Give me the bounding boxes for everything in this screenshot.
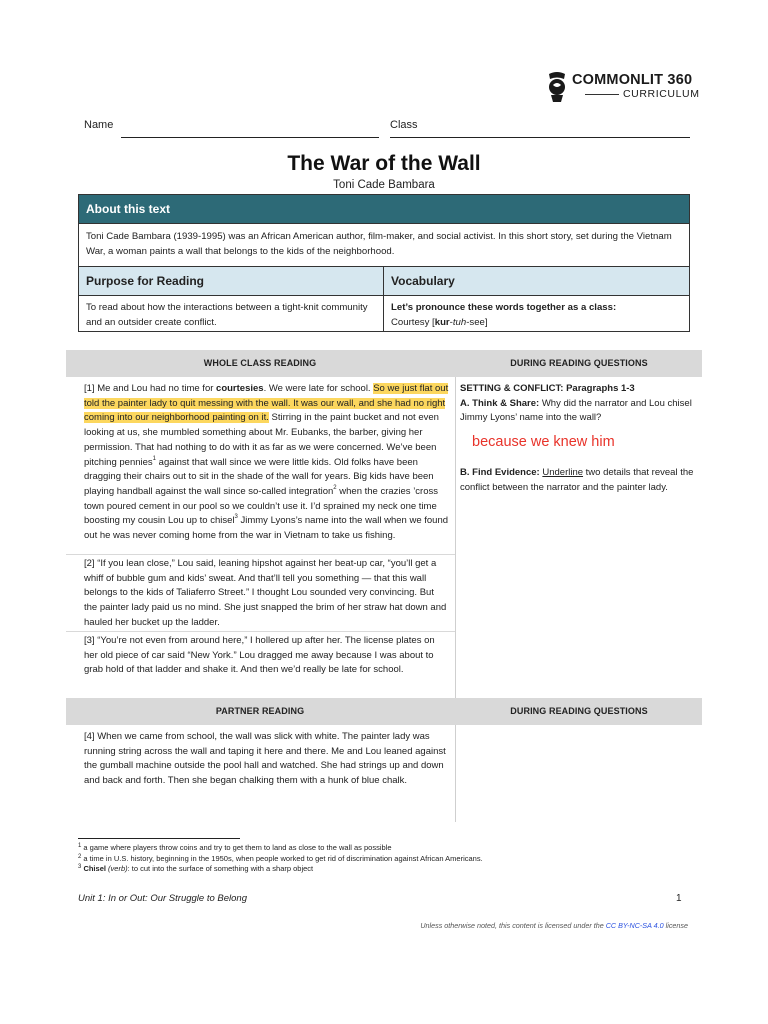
footnote-ref-3: 3 xyxy=(234,514,238,521)
p1-text-b: . We were late for school. xyxy=(263,383,374,394)
about-header: About this text xyxy=(79,195,689,224)
info-table xyxy=(78,194,690,332)
partner-reading-bar xyxy=(66,698,702,725)
p1-text-d: against that wall since we were little kids. Old folks have been dragging their chairs out to sit in the shade of the wall for years. Big kids have been playing handball against the wall since so-called integration xyxy=(84,456,434,497)
paragraph-separator xyxy=(66,554,455,555)
question-a-text: Why did the narrator and Lou chisel Jimmy Lyons’ name into the wall? xyxy=(460,397,692,424)
question-b-label: B. Find Evidence: xyxy=(460,467,540,478)
question-a-label: A. Think & Share: xyxy=(460,397,540,409)
about-body: Toni Cade Bambara (1939-1995) was an African American author, film-maker, and social activist. In this short story, set during the Vietnam War, a woman paints a wall that belongs to the kids of the neighborhood. xyxy=(79,224,689,267)
name-label: Name xyxy=(84,119,114,131)
during-reading-questions-header: DURING READING QUESTIONS xyxy=(510,358,648,368)
footnote-rule xyxy=(78,838,240,839)
footnote-ref-1: 1 xyxy=(152,455,157,462)
author-name: Toni Cade Bambara xyxy=(333,179,435,191)
footnote-2 xyxy=(78,854,698,865)
p1-text-a: [1] Me and Lou had no time for xyxy=(84,383,217,394)
footnote-2-num: 2 xyxy=(78,853,82,860)
p1-highlight[interactable]: So we just flat out told the painter lady to quit messing with the wall. It was our wall, and she had no right coming into our neighborhood painting on it. xyxy=(84,383,449,424)
info-header-row xyxy=(79,267,689,296)
question-b xyxy=(460,466,696,495)
license-text: Unless otherwise noted, this content is licensed under the xyxy=(420,921,606,930)
during-reading-questions-header-2: DURING READING QUESTIONS xyxy=(510,706,648,716)
footnote-3-num: 3 xyxy=(78,864,82,870)
vocabulary-header: Vocabulary xyxy=(384,267,689,295)
class-label: Class xyxy=(390,119,418,131)
whole-class-reading-header: WHOLE CLASS READING xyxy=(203,358,317,368)
license-notice xyxy=(420,921,688,930)
vocabulary-intro: Let’s pronounce these words together as a class: xyxy=(391,302,617,313)
purpose-body: To read about how the interactions between a tight-knit community and an outsider create conflict. xyxy=(79,296,384,331)
p1-text-f: Jimmy Lyons’s name into the wall when we found out he was never coming home from the war in Vietnam to take us fishing. xyxy=(84,515,449,542)
vocabulary-word-line xyxy=(391,316,682,331)
answer-text[interactable]: because we knew him xyxy=(472,434,615,450)
partner-reading-header: PARTNER READING xyxy=(215,706,305,716)
paragraph-separator xyxy=(66,631,455,632)
page-title: The War of the Wall xyxy=(287,152,481,175)
question-block xyxy=(460,382,696,426)
paragraph-3: [3] “You’re not even from around here,” I hollered up after her. The license plates on her old piece of car said “New York.” Lou dragged me away because I was about to grab hold of that ladder and shake it. And then we’d really be late for school. xyxy=(84,635,435,676)
name-field[interactable] xyxy=(121,137,379,138)
footnotes xyxy=(78,843,698,875)
logo-sub-text: CURRICULUM xyxy=(623,88,700,100)
logo-divider xyxy=(585,94,619,95)
question-b-underline-word: Underline xyxy=(542,467,584,478)
question-b-text: two details that reveal the conflict between the narrator and the painter lady. xyxy=(460,467,694,493)
question-a xyxy=(460,397,696,426)
footnote-1-text: a game where players throw coins and try to get them to land as close to the wall as possible xyxy=(81,843,392,852)
commonlit-logo xyxy=(545,70,700,106)
pron-end: -see] xyxy=(466,316,488,328)
paragraph-1 xyxy=(84,382,449,544)
p1-text-c: Stirring in the paint bucket and not even looking at us, she mumbled something about Mr. Eubanks, the barber, giving her permission. That had nothing to do with it as far as we were concerned. We’ve been pitching pennies xyxy=(84,412,439,468)
page-number: 1 xyxy=(676,893,682,904)
footnote-3 xyxy=(78,864,698,875)
footnote-2-text: a time in U.S. history, beginning in the 1950s, when people worked to get rid of discrimination against African Americans. xyxy=(81,853,483,863)
question-heading: SETTING & CONFLICT: Paragraphs 1-3 xyxy=(460,383,635,394)
whole-class-reading-bar xyxy=(66,350,702,377)
pron-mid: tuh xyxy=(452,316,467,328)
vocabulary-body xyxy=(384,296,689,331)
logo-brand-text: COMMONLIT 360 xyxy=(572,72,693,88)
unit-title: Unit 1: In or Out: Our Struggle to Belong xyxy=(78,893,247,904)
pron-stress: kur xyxy=(434,316,450,328)
p1-vocab-word: courtesies xyxy=(216,383,264,394)
pron-dash: - xyxy=(449,316,453,328)
vocabulary-word: Courtesy xyxy=(391,316,430,328)
purpose-header: Purpose for Reading xyxy=(79,267,384,295)
p1-text-e: when the crazies ’cross town poured cement in our pool so we couldn’t use it. I’d sprained my neck one time boosting my cousin Lou up to chisel xyxy=(84,485,438,527)
pron-open: [ xyxy=(429,316,435,328)
footnote-3-text: : to cut into the surface of something with a sharp object xyxy=(127,864,314,873)
footnote-1-num: 1 xyxy=(78,843,82,849)
footnote-ref-2: 2 xyxy=(333,484,337,491)
footnote-1 xyxy=(78,843,698,854)
info-body-row xyxy=(79,296,689,331)
footnote-3-term: Chisel xyxy=(83,864,106,873)
commonlit-lamp-icon xyxy=(545,70,569,104)
class-field[interactable] xyxy=(390,137,690,138)
column-divider-2 xyxy=(455,725,456,822)
paragraph-4: [4] When we came from school, the wall was slick with white. The painter lady was running string across the wall and taping it here and there. Me and Lou leaned against the gumball machine outside the pool hall and watched. She had strings up and down and back and forth. Then she began chalking them with a hunk of blue chalk. xyxy=(84,731,446,787)
column-divider xyxy=(455,377,456,698)
license-link[interactable]: CC BY-NC-SA 4.0 xyxy=(605,921,664,930)
paragraph-2: [2] “If you lean close,” Lou said, leaning hipshot against her beat-up car, “you’ll get a whiff of bubble gum and kids’ sweat. And that’ll tell you something — that this wall belongs to the kids of Taliaferro Street.” I thought Lou sounded very convincing. But the painter lady paid us no mind. She just snapped the brim of her straw hat down and hauled her bucket up the ladder. xyxy=(84,558,447,628)
license-text-end: license xyxy=(663,921,688,930)
footnote-3-pos: (verb) xyxy=(105,864,128,873)
